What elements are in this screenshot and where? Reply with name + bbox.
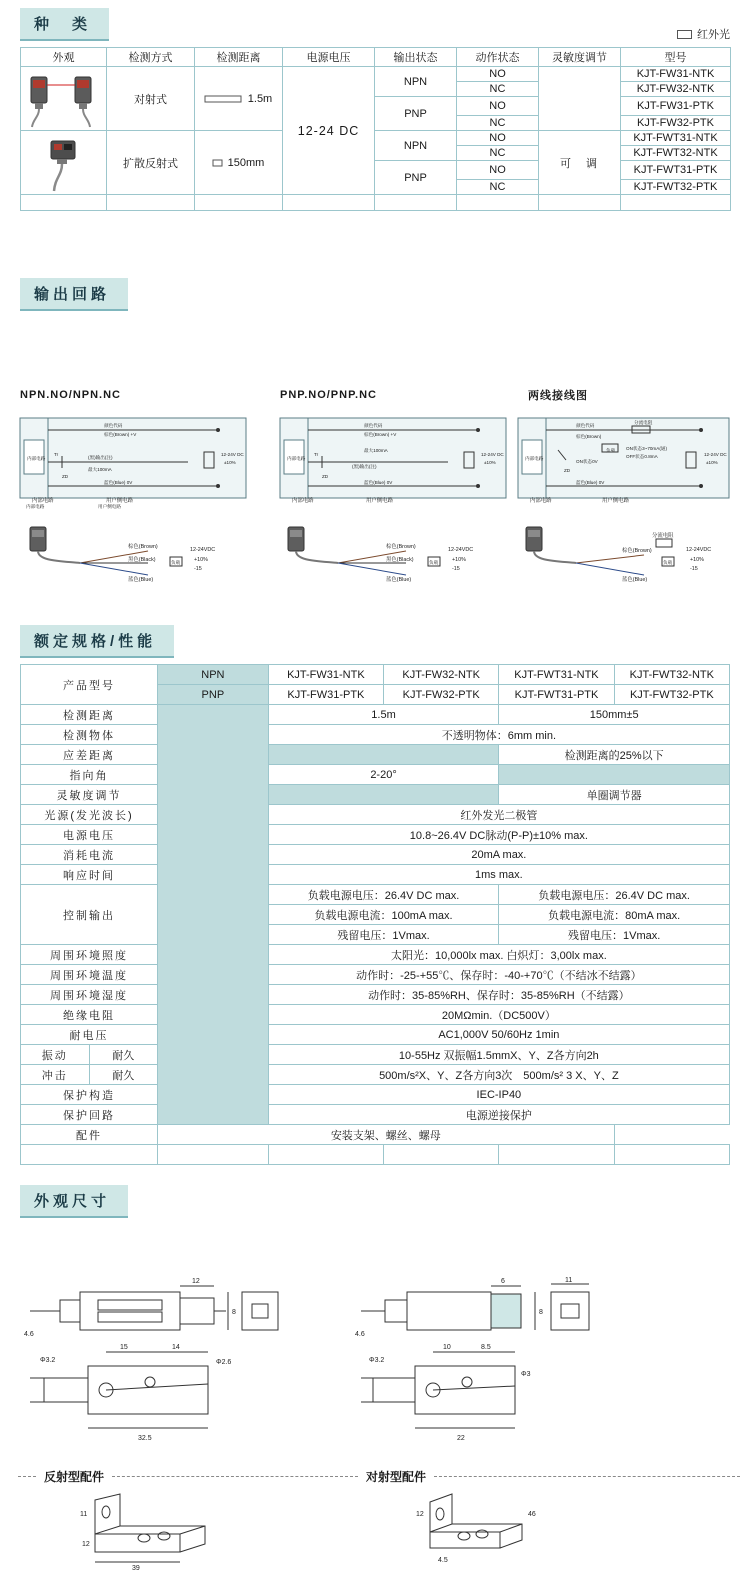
value-current: 20mA max.: [268, 845, 729, 865]
svg-text:内部电路: 内部电路: [292, 498, 314, 504]
dimensions-section: [0, 1185, 750, 1570]
svg-text:最大100mA: 最大100mA: [364, 448, 388, 453]
circuit3-footer-labels: [516, 491, 731, 507]
empty-cell-2: [107, 195, 195, 211]
action-no-1: NO: [457, 67, 539, 82]
svg-text:棕色(Brown) +V: 棕色(Brown) +V: [104, 432, 137, 437]
model-cell-6: KJT-FW32-PTK: [384, 685, 499, 705]
spec-empty-1: [21, 1145, 158, 1165]
circuit1-footer-labels: [18, 491, 248, 507]
accessory-reflect-header: [18, 1468, 338, 1485]
svg-text:负载: 负载: [429, 560, 439, 565]
svg-text:棕色(Brown): 棕色(Brown): [128, 544, 158, 550]
model-4: KJT-FW32-PTK: [621, 116, 731, 131]
circuit-diagram-npn: [18, 416, 248, 509]
row-label-control-output: 控制输出: [21, 885, 158, 945]
row-label-hysteresis: 应差距离: [21, 745, 158, 765]
empty-cell-4: [283, 195, 375, 211]
model-cell-8: KJT-FWT32-PTK: [614, 685, 729, 705]
types-heading: 种 类: [20, 8, 109, 41]
specifications-section: [0, 625, 750, 1165]
svg-text:用户侧电路: 用户侧电路: [366, 498, 393, 504]
svg-text:内部电路: 内部电路: [525, 456, 544, 461]
svg-text:蓝色(Blue): 蓝色(Blue): [128, 577, 154, 583]
svg-text:负载: 负载: [663, 560, 673, 565]
svg-text:ZD: ZD: [62, 474, 69, 479]
svg-text:蓝色(Blue) 0V: 蓝色(Blue) 0V: [364, 480, 393, 485]
svg-text:ON状态0V: ON状态0V: [576, 459, 598, 464]
value-protection-circuit: 电源逆接保护: [268, 1105, 729, 1125]
svg-text:(黑)输出(注): (黑)输出(注): [88, 455, 113, 460]
control-output-right-1: 负载电源电压：26.4V DC max.: [499, 885, 730, 905]
th-output: 输出状态: [375, 48, 457, 67]
row-label-protection-structure: 保护构造: [21, 1085, 158, 1105]
diffuse-dimension-drawing: [355, 1278, 655, 1458]
value-humidity: 动作时：35-85%RH、保存时：35-85%RH（不结露）: [268, 985, 729, 1005]
table-row: [21, 1005, 730, 1025]
svg-text:46: 46: [528, 1511, 536, 1518]
svg-text:Tr: Tr: [314, 452, 319, 457]
table-row: [21, 785, 730, 805]
table-row: [21, 725, 730, 745]
method-through-beam: 对射式: [107, 67, 195, 131]
th-action: 动作状态: [457, 48, 539, 67]
svg-text:负载: 负载: [606, 448, 616, 453]
specs-heading: 额定规格/性能: [20, 625, 174, 658]
table-row: [21, 985, 730, 1005]
svg-text:15: 15: [120, 1344, 128, 1351]
svg-text:用户侧电路: 用户侧电路: [602, 498, 629, 504]
types-table-header-row: [21, 48, 731, 67]
svg-text:11: 11: [80, 1511, 88, 1518]
value-sensitivity-right: 单圈调节器: [499, 785, 730, 805]
types-table: [20, 47, 731, 211]
svg-text:内部电路: 内部电路: [530, 498, 552, 504]
svg-text:Tr: Tr: [54, 452, 59, 457]
empty-cell-5: [375, 195, 457, 211]
svg-text:棕色(Brown) +V: 棕色(Brown) +V: [364, 432, 397, 437]
value-angle-right: [499, 765, 730, 785]
appearance-diffuse: [21, 131, 107, 195]
table-row-empty: [21, 195, 731, 211]
row-label-accessories: 配件: [21, 1125, 158, 1145]
svg-text:ZD: ZD: [564, 468, 571, 473]
distance-through-beam: 1.5m: [195, 67, 283, 131]
svg-text:-15: -15: [452, 566, 460, 572]
svg-text:14: 14: [172, 1344, 180, 1351]
table-row-empty: [21, 1145, 730, 1165]
svg-text:+10%: +10%: [452, 557, 466, 563]
svg-text:4.6: 4.6: [24, 1331, 34, 1338]
value-response: 1ms max.: [268, 865, 729, 885]
svg-text:12: 12: [192, 1278, 200, 1285]
sensitivity-blank-1: [539, 67, 621, 131]
svg-text:棕色(Brown): 棕色(Brown): [386, 544, 416, 550]
circuit-label-two-wire: 两线接线图: [528, 390, 588, 402]
control-output-right-2: 负载电源电流：80mA max.: [499, 905, 730, 925]
empty-cell-3: [195, 195, 283, 211]
svg-text:内部电路: 内部电路: [32, 498, 54, 504]
svg-text:(黑)输出(注): (黑)输出(注): [352, 464, 377, 469]
table-row: [21, 1105, 730, 1125]
value-hysteresis-left: [268, 745, 499, 765]
value-protection-structure: IEC-IP40: [268, 1085, 729, 1105]
spec-empty-2: [158, 1145, 269, 1165]
svg-text:分流电阻: 分流电阻: [652, 533, 674, 539]
table-row: [21, 885, 730, 905]
row-label-protection-circuit: 保护回路: [21, 1105, 158, 1125]
circuit-diagram-two-wire: [516, 416, 731, 501]
table-row: [21, 945, 730, 965]
value-vibration: 10-55Hz 双振幅1.5mmX、Y、Z各方向2h: [268, 1045, 729, 1065]
svg-text:-15: -15: [194, 566, 202, 572]
table-row: [21, 1125, 730, 1145]
svg-text:12-24VDC: 12-24VDC: [686, 547, 712, 553]
svg-text:±10%: ±10%: [706, 460, 718, 465]
wiring-diagram-two-wire: [516, 521, 736, 591]
svg-text:8: 8: [232, 1309, 236, 1316]
output-pnp-1: PNP: [375, 97, 457, 131]
svg-text:+10%: +10%: [690, 557, 704, 563]
action-nc-2: NC: [457, 116, 539, 131]
action-nc-4: NC: [457, 180, 539, 195]
svg-text:用户侧电路: 用户侧电路: [106, 498, 133, 504]
svg-text:12: 12: [82, 1541, 90, 1548]
th-distance: 检测距离: [195, 48, 283, 67]
svg-text:分流电阻: 分流电阻: [634, 420, 653, 425]
th-method: 检测方式: [107, 48, 195, 67]
svg-text:11: 11: [565, 1277, 573, 1284]
table-row: [21, 865, 730, 885]
table-row: [21, 845, 730, 865]
svg-text:8: 8: [539, 1309, 543, 1316]
row-label-distance: 检测距离: [21, 705, 158, 725]
type-pnp: PNP: [158, 685, 269, 705]
accessory-reflect-title: 反射型配件: [44, 1470, 105, 1484]
svg-text:Φ3: Φ3: [521, 1371, 531, 1378]
th-sensitivity: 灵敏度调节: [539, 48, 621, 67]
action-no-2: NO: [457, 97, 539, 116]
action-nc-3: NC: [457, 146, 539, 161]
model-2: KJT-FW32-NTK: [621, 82, 731, 97]
row-label-angle: 指向角: [21, 765, 158, 785]
value-shock: 500m/s²X、Y、Z各方向3次 500m/s² 3 X、Y、Z: [268, 1065, 729, 1085]
row-label-temperature: 周围环境温度: [21, 965, 158, 985]
svg-text:用户侧电路: 用户侧电路: [98, 504, 121, 509]
table-row: [21, 825, 730, 845]
through-beam-sensor-icon: [23, 69, 103, 129]
svg-text:4.5: 4.5: [438, 1557, 448, 1564]
svg-text:蓝色(Blue) 0V: 蓝色(Blue) 0V: [104, 480, 133, 485]
svg-text:最大100mA: 最大100mA: [88, 467, 112, 472]
row-label-voltage: 电源电压: [21, 825, 158, 845]
through-beam-dimension-drawing: [20, 1278, 320, 1458]
row-label-shock: 冲击: [21, 1065, 90, 1085]
model-cell-7: KJT-FWT31-PTK: [499, 685, 614, 705]
distance-diffuse: 150mm: [195, 131, 283, 195]
model-8: KJT-FWT32-PTK: [621, 180, 731, 195]
control-output-left-2: 负载电源电流：100mA max.: [268, 905, 499, 925]
model-cell-4: KJT-FWT32-NTK: [614, 665, 729, 685]
row-label-vibration: 振动: [21, 1045, 90, 1065]
model-3: KJT-FW31-PTK: [621, 97, 731, 116]
power-voltage-value: 12-24 DC: [283, 67, 375, 195]
table-row: [21, 665, 730, 685]
appearance-through-beam: [21, 67, 107, 131]
svg-text:12-24VDC: 12-24VDC: [190, 547, 216, 553]
table-row: [21, 1025, 730, 1045]
th-voltage: 电源电压: [283, 48, 375, 67]
model-5: KJT-FWT31-NTK: [621, 131, 731, 146]
value-distance-right: 150mm±5: [499, 705, 730, 725]
svg-text:12-24V DC: 12-24V DC: [221, 452, 244, 457]
accessory-thru-header: [340, 1468, 740, 1485]
svg-text:OFF状态0.8mA: OFF状态0.8mA: [626, 454, 658, 459]
sensitivity-adjustable: 可 调: [539, 131, 621, 195]
row-label-model: 产品型号: [21, 665, 158, 705]
value-illuminance: 太阳光：10,000lx max. 白炽灯：3,00lx max.: [268, 945, 729, 965]
row-label-response: 响应时间: [21, 865, 158, 885]
circuit-label-pnp: PNP.NO/PNP.NC: [280, 389, 377, 401]
model-6: KJT-FWT32-NTK: [621, 146, 731, 161]
output-npn-1: NPN: [375, 67, 457, 97]
svg-text:Φ3.2: Φ3.2: [369, 1357, 385, 1364]
value-lightsource: 红外发光二极管: [268, 805, 729, 825]
table-row: [21, 131, 731, 146]
row-label-insulation: 绝缘电阻: [21, 1005, 158, 1025]
value-temperature: 动作时：-25-+55℃、保存时：-40-+70℃（不结冰不结露）: [268, 965, 729, 985]
svg-text:棕色(Brown): 棕色(Brown): [576, 434, 602, 439]
model-cell-1: KJT-FW31-NTK: [268, 665, 383, 685]
wiring-diagram-pnp: [278, 521, 498, 591]
svg-text:6: 6: [501, 1278, 505, 1285]
svg-text:-15: -15: [690, 566, 698, 572]
control-output-left-1: 负载电源电压：26.4V DC max.: [268, 885, 499, 905]
circuit-label-npn: NPN.NO/NPN.NC: [20, 389, 122, 401]
output-npn-2: NPN: [375, 131, 457, 161]
svg-text:12: 12: [416, 1511, 424, 1518]
types-section: [0, 8, 750, 211]
method-diffuse: 扩散反射式: [107, 131, 195, 195]
row-sublabel-vibration: 耐久: [89, 1045, 158, 1065]
model-cell-3: KJT-FWT31-NTK: [499, 665, 614, 685]
value-insulation: 20MΩmin.（DC500V）: [268, 1005, 729, 1025]
svg-text:ON状态3~70mA(通): ON状态3~70mA(通): [626, 446, 667, 451]
output-heading: 输出回路: [20, 278, 128, 311]
svg-text:±10%: ±10%: [484, 460, 496, 465]
table-row: [21, 1045, 730, 1065]
infrared-swatch-icon: [677, 30, 692, 39]
svg-text:12-24V DC: 12-24V DC: [704, 452, 727, 457]
table-row: [21, 765, 730, 785]
table-row: [21, 705, 730, 725]
svg-text:+10%: +10%: [194, 557, 208, 563]
table-row: [21, 1065, 730, 1085]
svg-text:8.5: 8.5: [481, 1344, 491, 1351]
value-accessories: 安装支架、螺丝、螺母: [158, 1125, 615, 1145]
circuit-diagram-pnp: [278, 416, 508, 501]
row-label-withstand-voltage: 耐电压: [21, 1025, 158, 1045]
infrared-legend-label: 红外光: [697, 29, 730, 41]
row-label-current: 消耗电流: [21, 845, 158, 865]
accessory-thru-title: 对射型配件: [366, 1470, 427, 1484]
svg-text:Φ2.6: Φ2.6: [216, 1359, 232, 1366]
svg-text:ZD: ZD: [322, 474, 329, 479]
empty-cell-8: [621, 195, 731, 211]
control-output-right-3: 残留电压：1Vmax.: [499, 925, 730, 945]
svg-text:Φ3.2: Φ3.2: [40, 1357, 56, 1364]
circuit2-footer-labels: [278, 491, 508, 507]
th-model: 型号: [621, 48, 731, 67]
svg-text:32.5: 32.5: [138, 1435, 152, 1442]
spec-empty-4: [384, 1145, 499, 1165]
value-hysteresis-right: 检测距离的25%以下: [499, 745, 730, 765]
distance-box-icon: [213, 158, 225, 168]
spec-empty-6: [614, 1145, 729, 1165]
svg-text:颜色代码: 颜色代码: [104, 423, 123, 428]
svg-text:黑色(Black): 黑色(Black): [386, 557, 414, 563]
wiring-diagram-npn: [20, 521, 240, 591]
row-sublabel-shock: 耐久: [89, 1065, 158, 1085]
empty-cell-6: [457, 195, 539, 211]
value-voltage: 10.8~26.4V DC脉动(P-P)±10% max.: [268, 825, 729, 845]
row-label-humidity: 周围环境湿度: [21, 985, 158, 1005]
svg-text:22: 22: [457, 1435, 465, 1442]
svg-text:12-24VDC: 12-24VDC: [448, 547, 474, 553]
action-no-4: NO: [457, 161, 539, 180]
svg-text:棕色(Brown): 棕色(Brown): [622, 548, 652, 554]
table-row: [21, 965, 730, 985]
dimensions-heading: 外观尺寸: [20, 1185, 128, 1218]
svg-text:内部电路: 内部电路: [26, 504, 45, 509]
empty-cell-1: [21, 195, 107, 211]
spacer-fill-column: [158, 705, 269, 1125]
svg-text:10: 10: [443, 1344, 451, 1351]
value-distance-left: 1.5m: [268, 705, 499, 725]
row-label-object: 检测物体: [21, 725, 158, 745]
svg-text:黑色(Black): 黑色(Black): [128, 557, 156, 563]
table-row: [21, 805, 730, 825]
model-cell-5: KJT-FW31-PTK: [268, 685, 383, 705]
svg-text:蓝色(Blue): 蓝色(Blue): [622, 577, 648, 583]
output-pnp-2: PNP: [375, 161, 457, 195]
model-cell-2: KJT-FW32-NTK: [384, 665, 499, 685]
svg-text:负载: 负载: [171, 560, 181, 565]
value-withstand-voltage: AC1,000V 50/60Hz 1min: [268, 1025, 729, 1045]
row-label-lightsource: 光源(发光波长): [21, 805, 158, 825]
spec-empty-5: [499, 1145, 614, 1165]
table-row: [21, 67, 731, 82]
svg-text:12-24V DC: 12-24V DC: [481, 452, 504, 457]
model-1: KJT-FW31-NTK: [621, 67, 731, 82]
model-7: KJT-FWT31-PTK: [621, 161, 731, 180]
output-circuit-section: [0, 278, 750, 621]
svg-text:颜色代码: 颜色代码: [364, 423, 383, 428]
control-output-left-3: 残留电压：1Vmax.: [268, 925, 499, 945]
infrared-legend: [677, 26, 730, 42]
action-no-3: NO: [457, 131, 539, 146]
accessory-bracket-thru-drawing: [400, 1490, 600, 1570]
dimension-drawings: [0, 1228, 750, 1570]
svg-text:39: 39: [132, 1565, 140, 1570]
accessory-bracket-reflect-drawing: [60, 1490, 260, 1570]
table-row: [21, 745, 730, 765]
spec-empty-3: [268, 1145, 383, 1165]
value-angle-left: 2-20°: [268, 765, 499, 785]
svg-text:内部电路: 内部电路: [27, 456, 46, 461]
row-label-sensitivity: 灵敏度调节: [21, 785, 158, 805]
value-object: 不透明物体：6mm min.: [268, 725, 729, 745]
svg-text:蓝色(Blue): 蓝色(Blue): [386, 577, 412, 583]
value-sensitivity-left: [268, 785, 499, 805]
th-appearance: 外观: [21, 48, 107, 67]
distance-bar-icon: [205, 94, 245, 104]
type-npn: NPN: [158, 665, 269, 685]
diffuse-sensor-icon: [23, 133, 103, 193]
empty-cell-7: [539, 195, 621, 211]
svg-text:4.6: 4.6: [355, 1331, 365, 1338]
svg-text:±10%: ±10%: [224, 460, 236, 465]
svg-text:内部电路: 内部电路: [287, 456, 306, 461]
row-label-illuminance: 周围环境照度: [21, 945, 158, 965]
specifications-table: [20, 664, 730, 1165]
svg-text:蓝色(Blue) 0V: 蓝色(Blue) 0V: [576, 480, 605, 485]
svg-text:颜色代码: 颜色代码: [576, 423, 595, 428]
table-row: [21, 1085, 730, 1105]
action-nc-1: NC: [457, 82, 539, 97]
